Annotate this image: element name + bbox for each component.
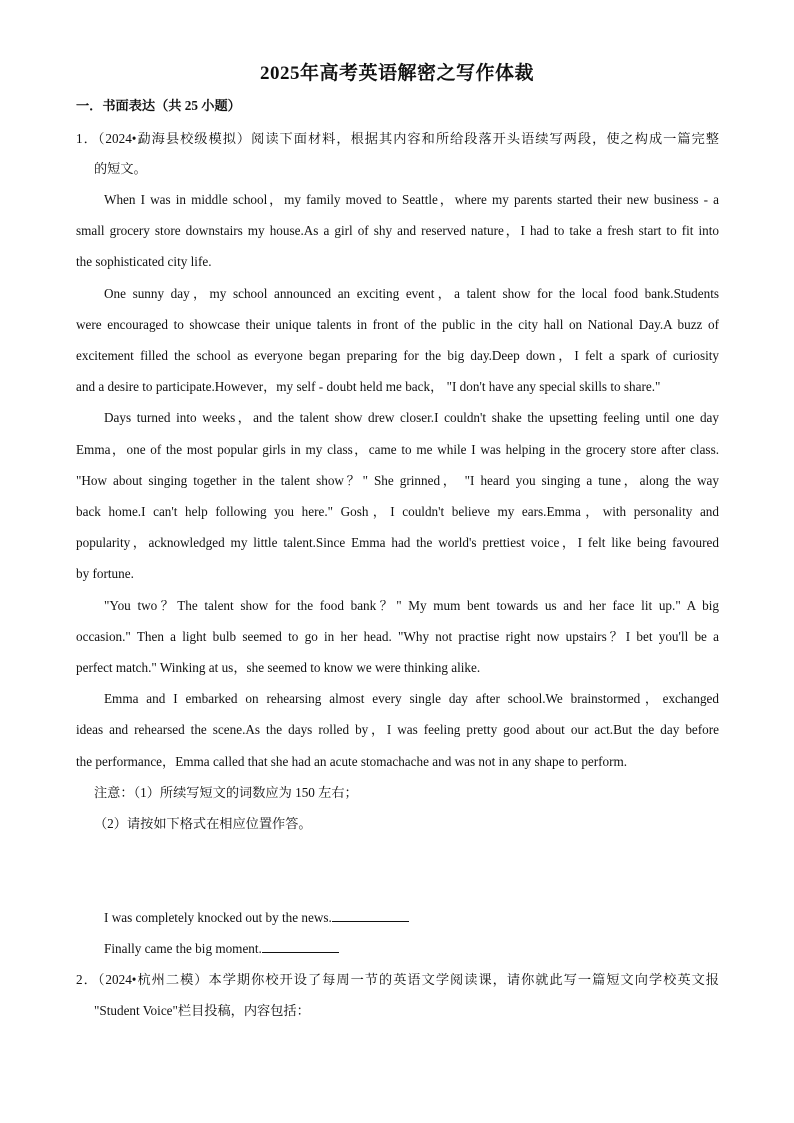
q1-text-line: One sunny day，my school announced an exciting event，a talent show for the local food bank.Students xyxy=(104,286,719,301)
q1-prompt2-text: Finally came the big moment. xyxy=(104,941,262,956)
q1-text-line: "You two？The talent show for the food bank？" My mum bent towards us and her face lit up." A big xyxy=(104,598,719,613)
q1-prompt-paragraph2 xyxy=(104,940,339,958)
q1-text-line: and a desire to participate.However，my self - doubt held me back， "I don't have any special skills to share." xyxy=(76,379,661,394)
q1-text-line: Emma，one of the most popular girls in my class，came to me while I was helping in the grocery store after class. xyxy=(76,442,719,457)
section-heading: 一．书面表达（共 25 小题） xyxy=(76,98,241,113)
q1-text-line: ideas and rehearsed the scene.As the days rolled by，I was feeling pretty good about our act.But the day before xyxy=(76,722,719,737)
q1-text-line: the performance，Emma called that she had an acute stomachache and was not in any shape to perform. xyxy=(76,754,628,769)
q1-text-line: excitement filled the school as everyone began preparing for the big day.Deep down，I felt a spark of curiosity xyxy=(76,348,719,363)
q1-text-line: perfect match." Winking at us，she seemed to know we were thinking alike. xyxy=(76,660,481,675)
q1-intro-line1: 1．（2024•勐海县校级模拟）阅读下面材料，根据其内容和所给段落开头语续写两段，使之构成一篇完整 xyxy=(76,131,719,146)
q1-note-word-count: 注意：（1）所续写短文的词数应为 150 左右； xyxy=(94,785,358,800)
q1-text-line: Days turned into weeks，and the talent show drew closer.I couldn't shake the upsetting feeling until one day xyxy=(104,410,719,425)
q1-note-format: （2）请按如下格式在相应位置作答。 xyxy=(94,816,312,831)
q1-text-line: popularity，acknowledged my little talent.Since Emma had the world's prettiest voice，I felt like being favoured xyxy=(76,535,719,550)
q1-text-line: by fortune. xyxy=(76,566,134,581)
q1-text-line: were encouraged to showcase their unique talents in front of the public in the city hall on National Day.A buzz of xyxy=(76,317,719,332)
q1-prompt1-text: I was completely knocked out by the news. xyxy=(104,910,332,925)
q1-text-line: occasion." Then a light bulb seemed to go in her head. "Why not practise right now upstairs？I bet you'll be a xyxy=(76,629,719,644)
q1-text-line: back home.I can't help following you here." Gosh，I couldn't believe my ears.Emma，with personality and xyxy=(76,504,719,519)
q1-text-line: Emma and I embarked on rehearsing almost every single day after school.We brainstormed，exchanged xyxy=(104,691,719,706)
q1-text-line: When I was in middle school，my family moved to Seattle，where my parents started their new business - a xyxy=(104,192,719,207)
page-title: 2025年高考英语解密之写作体裁 xyxy=(259,63,534,84)
q1-intro-line2: 的短文。 xyxy=(94,161,147,176)
q1-text-line: the sophisticated city life. xyxy=(76,254,212,269)
q1-text-line: "How about singing together in the talent show？" She grinned， "I heard you singing a tune，along the way xyxy=(76,473,719,488)
q2-line1: 2．（2024•杭州二模）本学期你校开设了每周一节的英语文学阅读课，请你就此写一篇短文向学校英文报 xyxy=(76,972,719,987)
q1-prompt-paragraph1 xyxy=(104,909,409,927)
q2-line2: "Student Voice"栏目投稿，内容包括： xyxy=(94,1003,310,1018)
q1-text-line: small grocery store downstairs my house.As a girl of shy and reserved nature，I had to take a fresh start to fit into xyxy=(76,223,719,238)
answer-blank xyxy=(262,940,339,953)
answer-blank xyxy=(332,909,409,922)
